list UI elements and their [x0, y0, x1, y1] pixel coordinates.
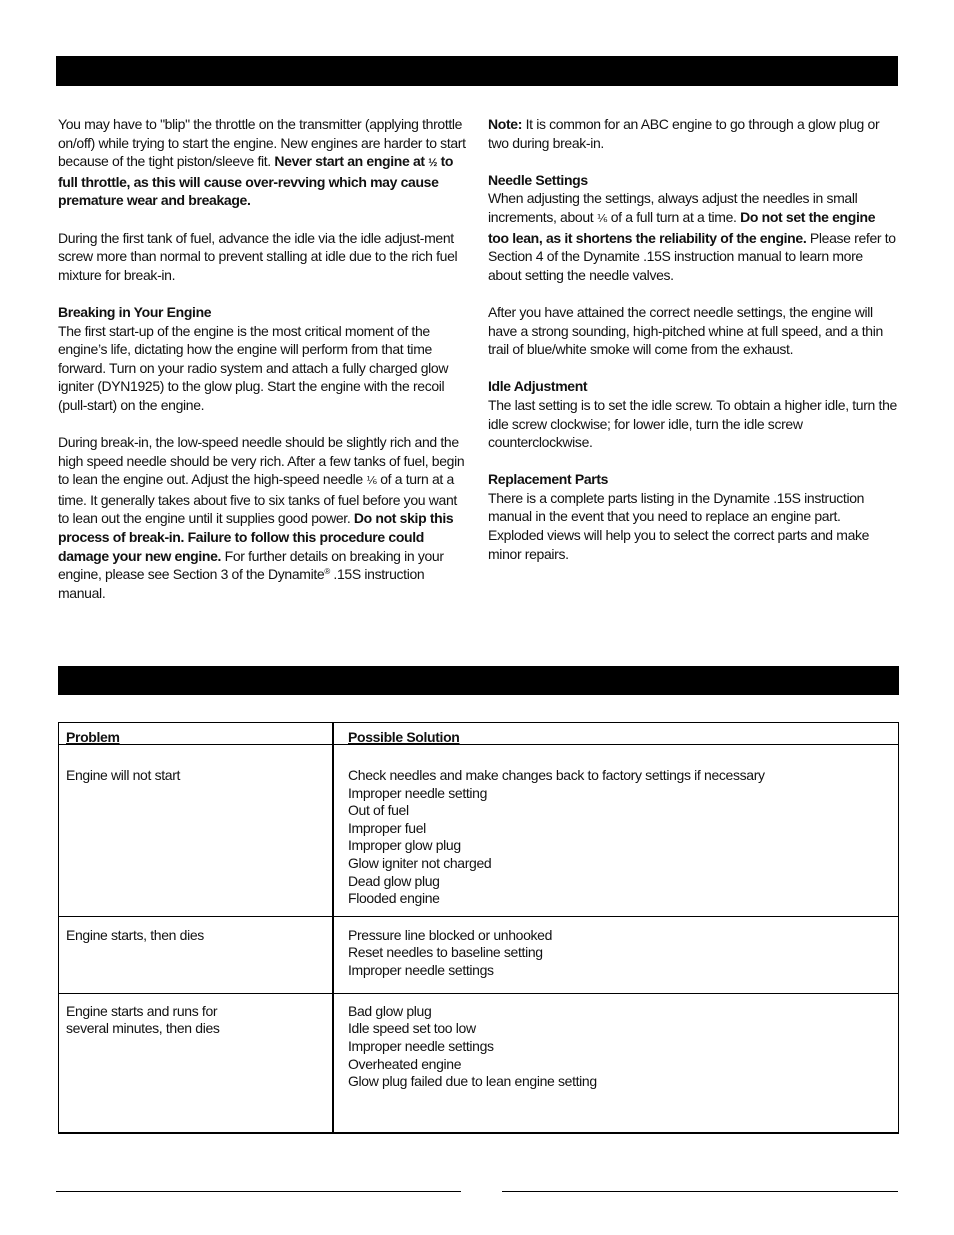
solution-item: Idle speed set too low [348, 1020, 476, 1037]
break-in-warning: Do not skip this process of break-in. Failure to follow this procedure could damage your new engine. [58, 510, 454, 564]
solution-item: Pressure line blocked or unhooked [348, 926, 553, 943]
needle-warning: Do not set the engine too lean, as it shortens the reliability of the engine. [488, 208, 876, 246]
troubleshooting-table [58, 722, 899, 1134]
solution-item: Glow plug failed due to lean engine setting [348, 1073, 597, 1090]
solution-item: Glow igniter not charged [348, 854, 492, 871]
troubleshooting-header-band [58, 666, 899, 695]
throttle-warning: Never start an engine at ½ to full throttle, as this will cause over-revving which may cause premature wear and breakage. [58, 153, 454, 209]
idle-adjustment-section [488, 377, 898, 451]
solution-item: Overheated engine [348, 1055, 462, 1072]
breaking-in-text: The first start-up of the engine is the most critical moment of the engine’s life, dictating how the engine will perform from that time forward. Turn on your radio system and attach a fully charged glow igniter (DYN1925) to the glow plug. Start the engine with the recoil (pull-start) on the engine. [58, 322, 449, 413]
left-column [58, 115, 466, 621]
solution-item: Improper needle settings [348, 1037, 494, 1054]
needle-settings-section [488, 171, 898, 285]
throttle-paragraph: You may have to "blip" the throttle on the transmitter (applying throttle on/off) while trying to start the engine. New engines are harder to start because of the tight piston/sleeve fit. Never start an engine at ½ to full throttle, as this will cause over-revving which may cause premature wear and breakage. [58, 116, 466, 209]
solution-cell [333, 993, 899, 1134]
replacement-parts-heading: Replacement Parts [488, 471, 609, 488]
breaking-in-section [58, 303, 466, 415]
solution-cell [333, 745, 899, 917]
solution-cell [333, 916, 899, 993]
replacement-parts-text: There is a complete parts listing in the Dynamite .15S instruction manual in the event that you need to replace an engine part. Exploded views will help you to select the correct parts and make minor repairs. [488, 489, 870, 562]
solution-item: Out of fuel [348, 802, 409, 819]
problem-cell: Engine will not start [58, 745, 333, 917]
solution-column-header: Possible Solution [333, 722, 899, 745]
table-header-row [58, 722, 899, 745]
solution-item: Improper glow plug [348, 837, 461, 854]
replacement-parts-section [488, 470, 898, 563]
idle-advance-paragraph: During the first tank of fuel, advance the idle via the idle adjust-ment screw more than normal to prevent stalling at idle due to the rich fuel mixture for break-in. [58, 229, 458, 283]
table-row [58, 745, 899, 917]
solution-item: Reset needles to baseline setting [348, 944, 543, 961]
solution-item: Bad glow plug [348, 1002, 432, 1019]
problem-cell [58, 993, 333, 1134]
problem-cell: Engine starts, then dies [58, 916, 333, 993]
top-header-band [56, 56, 898, 86]
registered-mark: ® [324, 567, 330, 577]
note-label: Note: [488, 116, 523, 132]
after-settings-paragraph: After you have attained the correct needle settings, the engine will have a strong sounding, high-pitched whine at full speed, and a thin trail of blue/white smoke will come from the exhaust. [488, 303, 883, 358]
right-column [488, 115, 898, 582]
solution-item: Dead glow plug [348, 872, 440, 889]
breaking-in-heading: Breaking in Your Engine [58, 303, 212, 320]
problem-column-header: Problem [58, 722, 333, 745]
needle-settings-text: When adjusting the settings, always adjust the needles in small increments, about ⅙ of a full turn at a time. Do not set the engine too lean, as it shortens the reliability of the engine. Please refer to Section 4 of the Dynamite .15S instruction manual to learn more about setting the needle valves. [488, 190, 896, 283]
solution-item: Improper fuel [348, 819, 426, 836]
footer-rule-left [56, 1191, 461, 1192]
solution-item: Flooded engine [348, 890, 440, 907]
break-in-procedure-paragraph: During break-in, the low-speed needle should be slightly rich and the high speed needle should be very rich. After a few tanks of fuel, begin to lean the engine out. Adjust the high-speed needle ⅙ of a turn at a time. It generally takes about five to six tanks of fuel before you want to lean out the engine until it supplies good power. Do not skip this process of break-in. Failure to follow this procedure could damage your new engine. For further details on breaking in your engine, please see Section 3 of the Dynamite® .15S instruction manual. [58, 434, 465, 601]
idle-adjustment-heading: Idle Adjustment [488, 378, 588, 395]
table-row [58, 993, 899, 1134]
needle-settings-heading: Needle Settings [488, 171, 588, 188]
solution-item: Improper needle setting [348, 784, 488, 801]
solution-item: Improper needle settings [348, 961, 494, 978]
idle-adjustment-text: The last setting is to set the idle screw. To obtain a higher idle, turn the idle screw clockwise; for lower idle, turn the idle screw counterclockwise. [488, 396, 897, 451]
table-row [58, 916, 899, 993]
problem-text: Engine starts and runs for several minutes, then dies [66, 1002, 220, 1037]
solution-item: Check needles and make changes back to factory settings if necessary [348, 767, 765, 783]
footer-rule-right [502, 1191, 898, 1192]
note-paragraph: Note: It is common for an ABC engine to go through a glow plug or two during break-in. [488, 116, 880, 151]
